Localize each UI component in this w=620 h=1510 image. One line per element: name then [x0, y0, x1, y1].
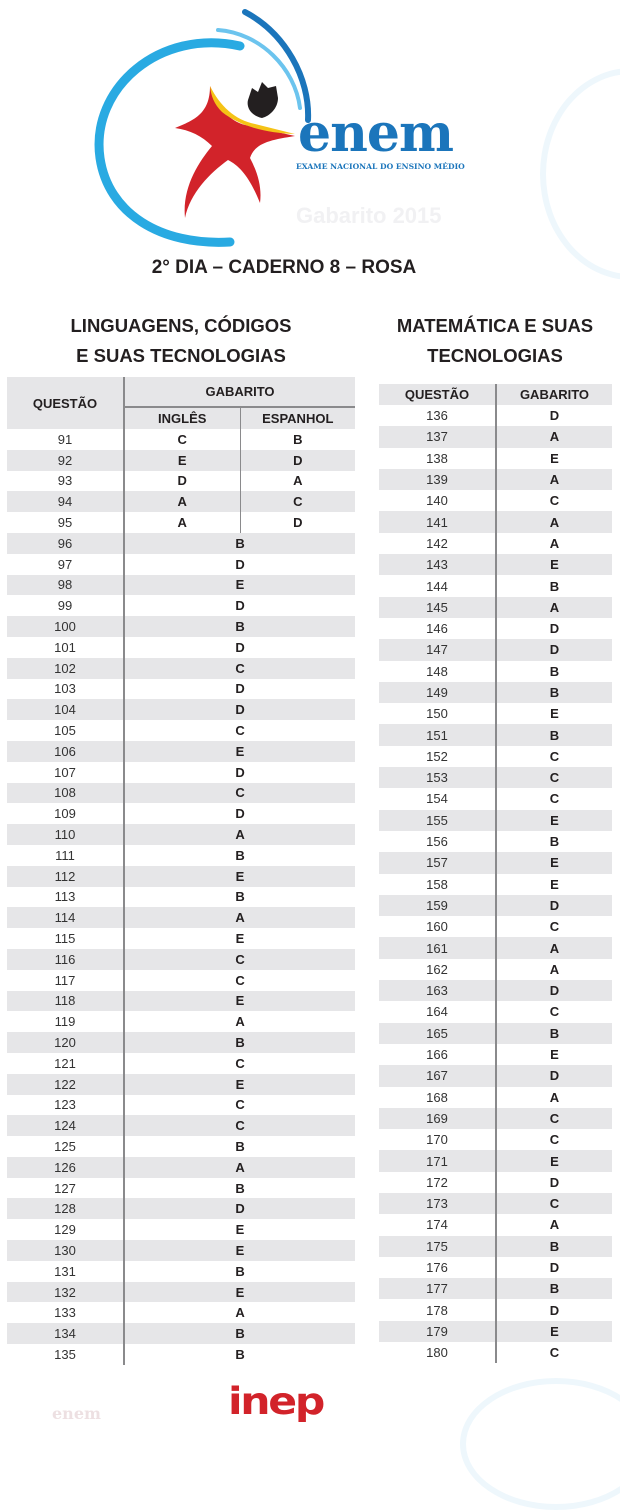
question-number: 138 [426, 450, 448, 466]
table-row [7, 803, 355, 824]
answer-letter: B [496, 661, 612, 682]
question-number: 130 [7, 1240, 124, 1261]
question-number: 91 [57, 431, 73, 447]
answer-letter: B [496, 575, 612, 596]
question-number: 124 [7, 1115, 124, 1136]
question-number: 152 [426, 748, 448, 764]
question-number: 175 [379, 1236, 496, 1257]
answer-letter: C [124, 1115, 355, 1136]
table-row [379, 980, 612, 1001]
table-row [379, 1299, 612, 1320]
table-row [7, 866, 355, 887]
table-row [7, 1302, 355, 1323]
table-row [379, 1044, 612, 1065]
question-number: 93 [57, 473, 73, 489]
answer-spanish: C [240, 491, 355, 512]
question-number: 160 [426, 919, 448, 935]
column-header-spanish: ESPANHOL [240, 407, 355, 429]
table-row [379, 405, 612, 426]
answer-letter: E [496, 1321, 612, 1342]
table-row [7, 762, 355, 783]
table-row [379, 639, 612, 660]
question-number: 142 [426, 535, 448, 551]
question-number: 153 [379, 767, 496, 788]
answer-letter: E [124, 1219, 355, 1240]
question-number: 110 [7, 824, 124, 845]
table-row [379, 1087, 612, 1108]
answer-letter: A [124, 824, 355, 845]
question-number: 147 [379, 639, 496, 660]
answer-letter: B [496, 1023, 612, 1044]
answer-letter: E [124, 928, 355, 949]
table-row [379, 1321, 612, 1342]
column-header-question: QUESTÃO [7, 377, 124, 429]
answer-letter: C [124, 949, 355, 970]
answer-letter: C [124, 720, 355, 741]
question-number: 114 [7, 907, 124, 928]
table-row [379, 661, 612, 682]
question-number: 113 [54, 889, 76, 905]
question-number: 158 [426, 876, 448, 892]
answer-letter: C [496, 1129, 612, 1150]
table-row [7, 720, 355, 741]
answer-letter: B [124, 845, 355, 866]
question-number: 95 [57, 515, 73, 531]
math-answer-table [379, 384, 612, 1363]
answer-letter: D [496, 1299, 612, 1320]
question-number: 157 [379, 852, 496, 873]
question-number: 101 [54, 639, 76, 655]
question-number: 173 [379, 1193, 496, 1214]
table-row [7, 699, 355, 720]
question-number: 169 [379, 1108, 496, 1129]
question-number: 117 [54, 972, 76, 988]
answer-letter: A [124, 1157, 355, 1178]
answer-letter: B [124, 616, 355, 637]
answer-letter: B [124, 1136, 355, 1157]
table-row [7, 637, 355, 658]
table-row [379, 1129, 612, 1150]
column-header-english: INGLÊS [124, 407, 240, 429]
table-row [7, 991, 355, 1012]
enem-wordmark: enem [298, 103, 453, 164]
languages-answer-table [7, 377, 355, 1365]
question-number: 135 [54, 1346, 76, 1362]
answer-english: A [124, 491, 240, 512]
answer-letter: B [124, 1323, 355, 1344]
table-row [379, 554, 612, 575]
table-row [379, 1257, 612, 1278]
table-row [379, 1108, 612, 1129]
table-row [7, 1261, 355, 1282]
table-row [379, 852, 612, 873]
answer-letter: E [124, 1282, 355, 1303]
table-row [7, 1157, 355, 1178]
question-number: 122 [7, 1074, 124, 1095]
table-row [7, 554, 355, 575]
question-number: 136 [426, 408, 448, 424]
answer-letter: A [124, 1011, 355, 1032]
answer-letter: D [124, 679, 355, 700]
table-row [379, 511, 612, 532]
question-number: 172 [426, 1174, 448, 1190]
answer-letter: B [496, 682, 612, 703]
answer-letter: E [124, 575, 355, 596]
question-number: 94 [7, 491, 124, 512]
question-number: 179 [379, 1321, 496, 1342]
table-row [7, 845, 355, 866]
table-row [379, 703, 612, 724]
question-number: 145 [379, 597, 496, 618]
question-number: 103 [54, 681, 76, 697]
question-number: 132 [7, 1282, 124, 1303]
question-number: 178 [426, 1302, 448, 1318]
answer-letter: A [496, 959, 612, 980]
answer-letter: C [496, 788, 612, 809]
answer-letter: D [496, 1172, 612, 1193]
question-number: 100 [7, 616, 124, 637]
question-number: 134 [7, 1323, 124, 1344]
answer-letter: D [124, 762, 355, 783]
question-number: 161 [379, 937, 496, 958]
table-row [7, 1032, 355, 1053]
answer-spanish: B [240, 429, 355, 450]
question-number: 112 [7, 866, 124, 887]
column-header-question: QUESTÃO [379, 384, 496, 405]
answer-letter: C [124, 658, 355, 679]
answer-letter: E [124, 741, 355, 762]
table-row [7, 907, 355, 928]
question-number: 143 [379, 554, 496, 575]
answer-letter: D [496, 1065, 612, 1086]
question-number: 165 [379, 1023, 496, 1044]
answer-letter: B [496, 1278, 612, 1299]
table-row [7, 1344, 355, 1365]
table-row [7, 491, 355, 512]
answer-letter: B [496, 1236, 612, 1257]
answer-letter: D [496, 895, 612, 916]
question-number: 154 [426, 791, 448, 807]
table-row [379, 1172, 612, 1193]
question-number: 105 [54, 723, 76, 739]
answer-letter: D [496, 1257, 612, 1278]
answer-letter: B [124, 1344, 355, 1365]
table-row [7, 1115, 355, 1136]
question-number: 104 [7, 699, 124, 720]
answer-letter: B [124, 887, 355, 908]
question-number: 156 [426, 834, 448, 850]
question-number: 162 [426, 961, 448, 977]
right-section-title: MATEMÁTICA E SUAS TECNOLOGIAS [396, 315, 594, 366]
answer-letter: C [496, 1108, 612, 1129]
table-row [7, 887, 355, 908]
answer-letter: C [496, 1001, 612, 1022]
watermark-ring-bottom-right [460, 1378, 620, 1510]
answer-letter: B [124, 1178, 355, 1199]
watermark-gabarito: Gabarito 2015 [296, 203, 442, 228]
answer-letter: E [124, 1240, 355, 1261]
question-number: 123 [54, 1097, 76, 1113]
question-number: 139 [379, 469, 496, 490]
question-number: 170 [426, 1132, 448, 1148]
enem-subtitle: EXAME NACIONAL DO ENSINO MÉDIO [296, 162, 465, 171]
answer-letter: B [124, 1032, 355, 1053]
table-row [7, 1198, 355, 1219]
table-row [7, 471, 355, 492]
question-number: 168 [426, 1089, 448, 1105]
question-number: 121 [54, 1055, 76, 1071]
answer-letter: A [496, 511, 612, 532]
question-number: 177 [379, 1278, 496, 1299]
question-number: 120 [7, 1032, 124, 1053]
question-number: 148 [426, 663, 448, 679]
table-row [379, 1278, 612, 1299]
question-number: 174 [426, 1217, 448, 1233]
answer-letter: D [496, 980, 612, 1001]
table-row [379, 1065, 612, 1086]
table-row [379, 1023, 612, 1044]
answer-letter: A [124, 907, 355, 928]
question-number: 106 [7, 741, 124, 762]
table-row [379, 575, 612, 596]
question-number: 163 [379, 980, 496, 1001]
table-row [7, 928, 355, 949]
table-row [379, 746, 612, 767]
answer-letter: E [496, 703, 612, 724]
answer-letter: D [124, 637, 355, 658]
table-row [379, 1001, 612, 1022]
question-number: 115 [54, 931, 76, 947]
table-row [7, 595, 355, 616]
answer-letter: C [496, 1342, 612, 1363]
answer-letter: C [124, 1053, 355, 1074]
table-row [7, 783, 355, 804]
answer-english: D [124, 471, 240, 492]
answer-spanish: A [240, 471, 355, 492]
answer-letter: B [496, 724, 612, 745]
answer-letter: B [124, 533, 355, 554]
answer-letter: C [496, 916, 612, 937]
question-number: 144 [426, 578, 448, 594]
table-row [379, 448, 612, 469]
table-row [7, 658, 355, 679]
question-number: 137 [379, 426, 496, 447]
question-number: 180 [426, 1345, 448, 1361]
table-row [7, 1323, 355, 1344]
table-row [379, 533, 612, 554]
question-number: 126 [7, 1157, 124, 1178]
answer-letter: E [124, 866, 355, 887]
question-number: 149 [379, 682, 496, 703]
answer-spanish: D [240, 512, 355, 533]
answer-letter: A [496, 1214, 612, 1235]
answer-letter: D [496, 405, 612, 426]
question-number: 118 [7, 991, 124, 1012]
answer-letter: E [496, 554, 612, 575]
table-row [379, 810, 612, 831]
table-row [7, 1240, 355, 1261]
question-number: 128 [7, 1198, 124, 1219]
table-row [379, 874, 612, 895]
table-row [379, 959, 612, 980]
question-number: 131 [54, 1263, 76, 1279]
table-row [379, 1342, 612, 1363]
table-row [7, 1178, 355, 1199]
table-row [379, 426, 612, 447]
question-number: 107 [54, 764, 76, 780]
question-number: 108 [7, 783, 124, 804]
question-number: 141 [379, 511, 496, 532]
answer-letter: A [496, 937, 612, 958]
answer-letter: E [496, 1044, 612, 1065]
question-number: 164 [426, 1004, 448, 1020]
question-number: 98 [7, 575, 124, 596]
table-row [7, 575, 355, 596]
question-number: 92 [7, 450, 124, 471]
question-number: 96 [7, 533, 124, 554]
table-row [7, 741, 355, 762]
table-row [379, 682, 612, 703]
table-row [379, 597, 612, 618]
answer-letter: C [496, 490, 612, 511]
table-row [379, 724, 612, 745]
inep-logo: inep [228, 1380, 324, 1423]
answer-letter: C [124, 970, 355, 991]
table-row [379, 831, 612, 852]
question-number: 133 [54, 1305, 76, 1321]
question-number: 155 [379, 810, 496, 831]
question-number: 116 [7, 949, 124, 970]
table-row [7, 429, 355, 450]
question-number: 167 [379, 1065, 496, 1086]
table-row [7, 949, 355, 970]
table-row [7, 1282, 355, 1303]
table-row [7, 1095, 355, 1116]
answer-letter: E [496, 810, 612, 831]
answer-letter: E [124, 1074, 355, 1095]
answer-letter: C [496, 1193, 612, 1214]
answer-letter: D [124, 554, 355, 575]
question-number: 102 [7, 658, 124, 679]
answer-letter: D [124, 699, 355, 720]
answer-letter: A [124, 1302, 355, 1323]
answer-letter: E [496, 1150, 612, 1171]
answer-letter: A [496, 597, 612, 618]
question-number: 111 [55, 847, 75, 863]
answer-letter: E [496, 448, 612, 469]
table-row [379, 490, 612, 511]
answer-letter: D [496, 618, 612, 639]
table-row [7, 679, 355, 700]
watermark-enem-logo: enem [52, 1404, 101, 1423]
answer-letter: C [496, 767, 612, 788]
answer-letter: D [124, 595, 355, 616]
question-number: 151 [379, 724, 496, 745]
answer-letter: A [496, 533, 612, 554]
table-row [379, 1236, 612, 1257]
question-number: 97 [57, 556, 73, 572]
answer-letter: D [496, 639, 612, 660]
question-number: 119 [54, 1014, 76, 1030]
table-row [7, 1053, 355, 1074]
table-row [379, 788, 612, 809]
question-number: 99 [57, 598, 73, 614]
question-number: 176 [426, 1260, 448, 1276]
table-row [7, 1219, 355, 1240]
table-row [7, 1136, 355, 1157]
answer-letter: B [496, 831, 612, 852]
page-title: 2° DIA – CADERNO 8 – ROSA [151, 257, 417, 278]
left-section-title: LINGUAGENS, CÓDIGOS E SUAS TECNOLOGIAS [70, 315, 292, 366]
answer-letter: C [124, 783, 355, 804]
answer-letter: D [124, 803, 355, 824]
answer-letter: A [496, 469, 612, 490]
answer-letter: E [124, 991, 355, 1012]
column-header-answer: GABARITO [496, 384, 612, 405]
question-number: 129 [54, 1222, 76, 1238]
column-header-answer: GABARITO [124, 377, 355, 407]
answer-letter: D [124, 1198, 355, 1219]
table-row [379, 1150, 612, 1171]
question-number: 127 [54, 1180, 76, 1196]
table-row [379, 895, 612, 916]
table-row [7, 616, 355, 637]
answer-letter: A [496, 426, 612, 447]
table-row [379, 469, 612, 490]
table-row [379, 1214, 612, 1235]
table-row [7, 533, 355, 554]
answer-english: C [124, 429, 240, 450]
table-row [379, 767, 612, 788]
question-number: 159 [379, 895, 496, 916]
question-number: 109 [54, 806, 76, 822]
answer-letter: B [124, 1261, 355, 1282]
table-row [7, 824, 355, 845]
table-row [379, 937, 612, 958]
question-number: 171 [379, 1150, 496, 1171]
answer-spanish: D [240, 450, 355, 471]
table-row [379, 1193, 612, 1214]
question-number: 150 [426, 706, 448, 722]
table-row [7, 1011, 355, 1032]
answer-letter: E [496, 852, 612, 873]
table-row [379, 916, 612, 937]
answer-letter: C [124, 1095, 355, 1116]
answer-english: A [124, 512, 240, 533]
table-row [7, 512, 355, 533]
answer-letter: A [496, 1087, 612, 1108]
answer-letter: E [496, 874, 612, 895]
table-row [379, 618, 612, 639]
question-number: 125 [54, 1138, 76, 1154]
answer-letter: C [496, 746, 612, 767]
table-row [7, 970, 355, 991]
table-row [7, 1074, 355, 1095]
watermark-ring-right [540, 68, 620, 280]
question-number: 166 [426, 1047, 448, 1063]
question-number: 146 [426, 621, 448, 637]
answer-english: E [124, 450, 240, 471]
question-number: 140 [426, 493, 448, 509]
table-row [7, 450, 355, 471]
